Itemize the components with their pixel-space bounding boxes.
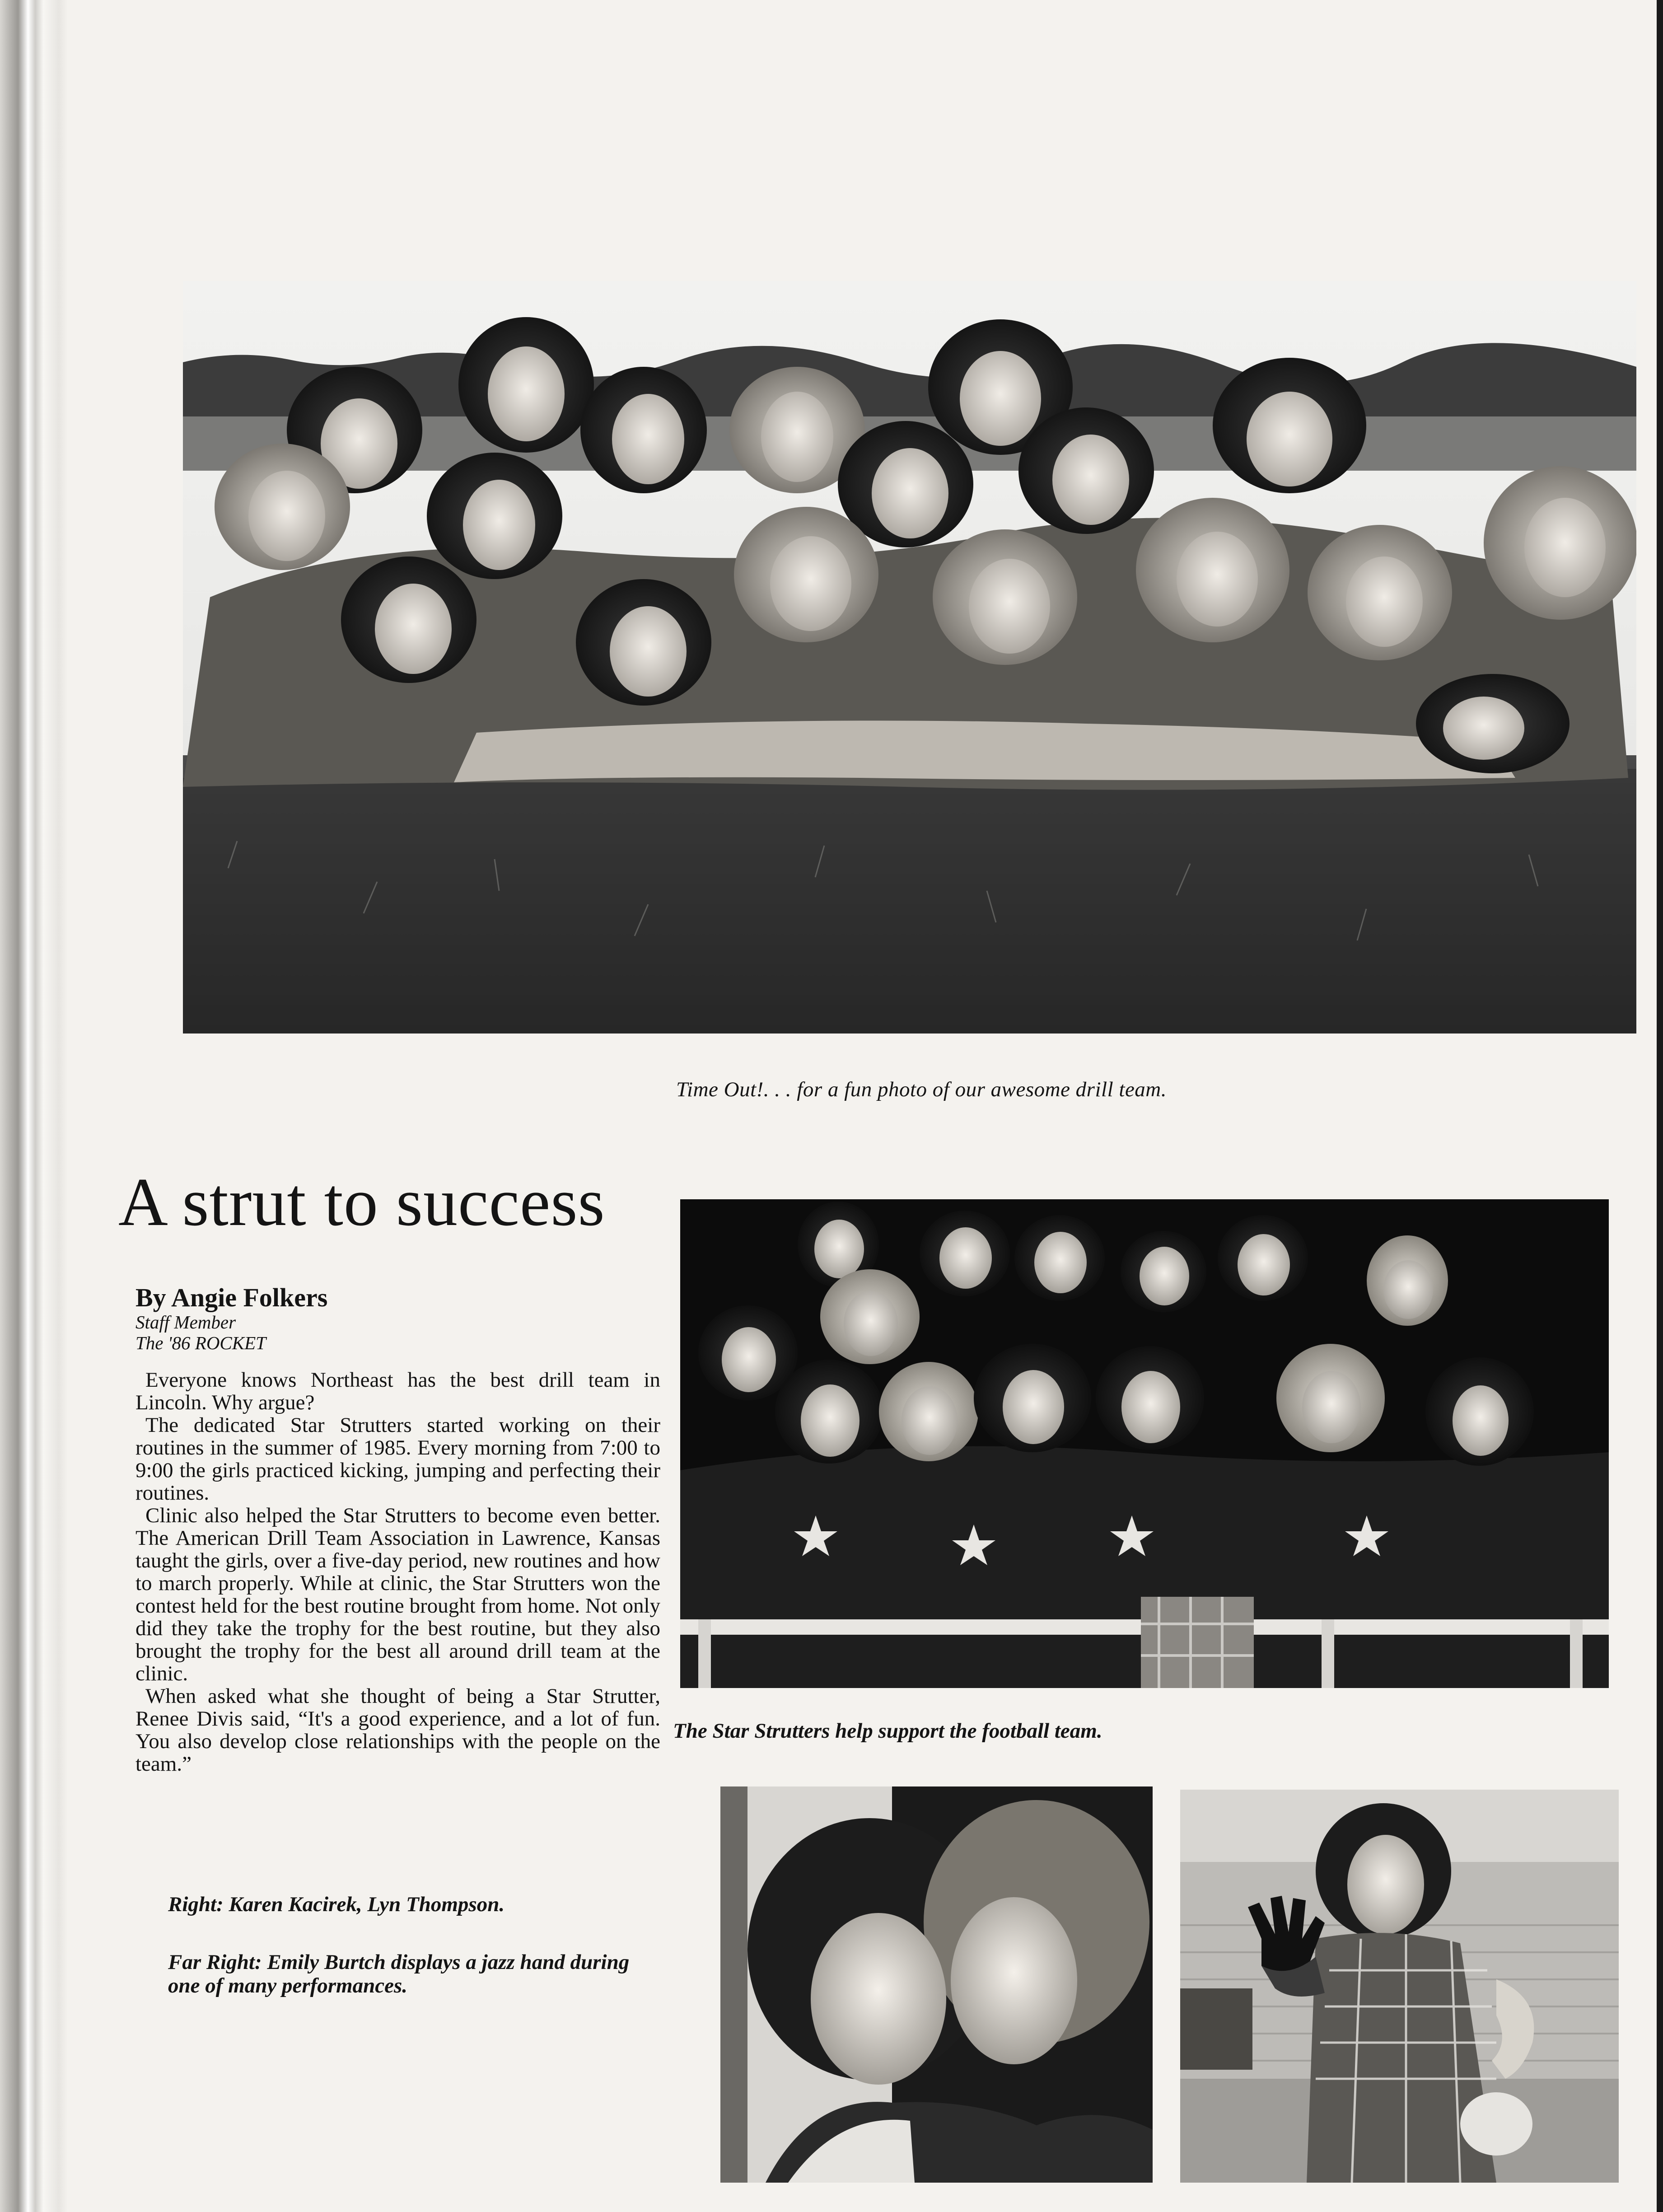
- byline-author: By Angie Folkers: [135, 1283, 328, 1312]
- karen-lyn-photo: [720, 1786, 1153, 2183]
- group-photo-icon: [183, 281, 1636, 1034]
- emily-jazz-hand-photo: [1180, 1790, 1619, 2183]
- article-body: [135, 1369, 660, 1775]
- byline-publication: The '86 ROCKET: [135, 1333, 266, 1353]
- karen-lyn-caption: Right: Karen Kacirek, Lyn Thompson.: [168, 1893, 505, 1916]
- star-strutters-football-photo: [680, 1199, 1609, 1688]
- drill-team-group-photo: [183, 281, 1636, 1034]
- emily-jazz-caption: Far Right: Emily Burtch displays a jazz hand during one of many performances.: [168, 1950, 630, 1997]
- group-photo-icon: [680, 1199, 1609, 1688]
- article-paragraph: When asked what she thought of being a Star Strutter, Renee Divis said, “It's a good experience, and a lot of fun. You also develop close relationships with the people on the team.”: [135, 1684, 660, 1776]
- portrait-photo-icon: [1180, 1790, 1619, 2183]
- byline-role: Staff Member: [135, 1312, 236, 1333]
- portrait-photo-icon: [720, 1786, 1153, 2183]
- page-binding-edge: [0, 0, 68, 2212]
- main-photo-caption: Time Out!. . . for a fun photo of our awesome drill team.: [676, 1078, 1167, 1101]
- article-paragraph: Clinic also helped the Star Strutters to become even better. The American Drill Team Association in Lawrence, Kansas taught the girls, over a five-day period, new routines and how to march properly. While at clinic, the Star Strutters won the contest held for the best routine brought from home. Not only did they take the trophy for the best routine, but they also brought the trophy for the best all around drill team at the clinic.: [135, 1504, 660, 1685]
- byline-block: [135, 1284, 659, 1353]
- page-right-edge: [1657, 0, 1663, 2212]
- football-photo-caption: The Star Strutters help support the football team.: [673, 1719, 1102, 1743]
- article-paragraph: Everyone knows Northeast has the best drill team in Lincoln. Why argue?: [135, 1368, 660, 1414]
- article-paragraph: The dedicated Star Strutters started working on their routines in the summer of 1985. Every morning from 7:00 to 9:00 the girls practiced kicking, jumping and perfecting their routines.: [135, 1413, 660, 1505]
- article-headline: A strut to success: [118, 1164, 605, 1240]
